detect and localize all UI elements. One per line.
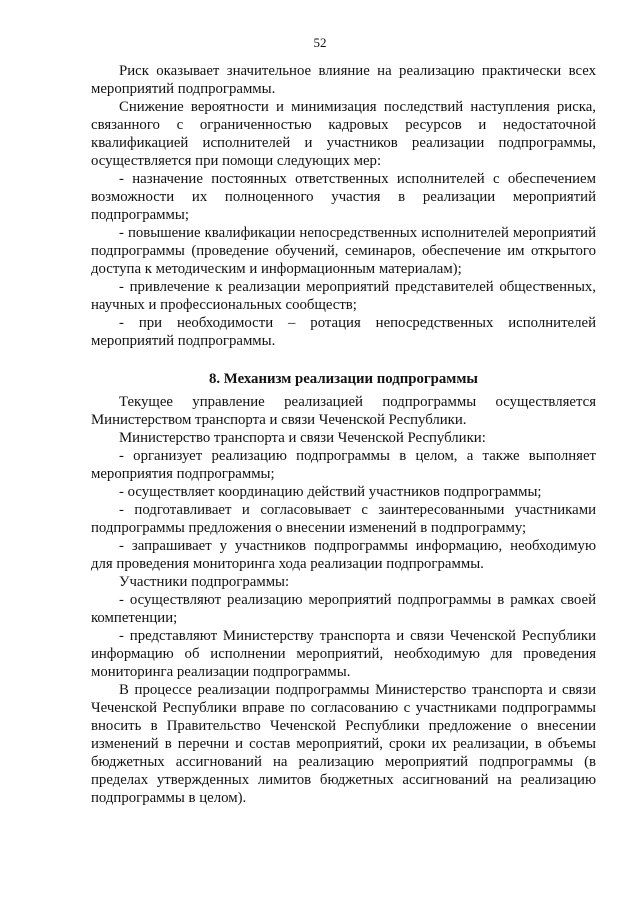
list-item: - при необходимости – ротация непосредственных исполнителей мероприятий подпрограммы.	[91, 315, 596, 349]
paragraph: Министерство транспорта и связи Чеченской Республики:	[119, 430, 486, 446]
page-number: 52	[313, 35, 327, 50]
list-item: - осуществляют реализацию мероприятий подпрограммы в рамках своей компетенции;	[91, 592, 596, 626]
list-item: - назначение постоянных ответственных исполнителей с обеспечением возможности их полноценного участия в реализации мероприятий подпрограммы;	[91, 171, 596, 223]
paragraph: Снижение вероятности и минимизация последствий наступления риска, связанного с ограниченностью кадровых ресурсов и недостаточной квалификацией исполнителей и участников реализации подпрограммы, осуществляется при помощи следующих мер:	[91, 99, 596, 169]
paragraph: Текущее управление реализацией подпрограммы осуществляется Министерством транспорта и связи Чеченской Республики.	[91, 394, 596, 428]
page-content	[91, 62, 596, 807]
paragraph: Участники подпрограммы:	[119, 574, 290, 590]
list-item: - организует реализацию подпрограммы в целом, а также выполняет мероприятия подпрограммы;	[91, 448, 596, 482]
list-item: - осуществляет координацию действий участников подпрограммы;	[119, 484, 542, 500]
list-item: - привлечение к реализации мероприятий представителей общественных, научных и профессиональных сообществ;	[91, 279, 596, 313]
list-item: - повышение квалификации непосредственных исполнителей мероприятий подпрограммы (проведение обучений, семинаров, обеспечение им открытого доступа к методическим и информационным материалам);	[91, 225, 596, 277]
list-item: - запрашивает у участников подпрограммы информацию, необходимую для проведения мониторинга хода реализации подпрограммы.	[91, 538, 596, 572]
paragraph: Риск оказывает значительное влияние на реализацию практически всех мероприятий подпрограммы.	[91, 63, 596, 97]
list-item: - подготавливает и согласовывает с заинтересованными участниками подпрограммы предложения о внесении изменений в подпрограмму;	[91, 502, 596, 536]
list-item: - представляют Министерству транспорта и связи Чеченской Республики информацию об исполнении мероприятий, необходимую для проведения мониторинга реализации подпрограммы.	[91, 628, 596, 680]
section-heading: 8. Механизм реализации подпрограммы	[209, 371, 478, 387]
paragraph: В процессе реализации подпрограммы Министерство транспорта и связи Чеченской Республики вправе по согласованию с участниками подпрограммы вносить в Правительство Чеченской Республики предложение о внесении изменений в перечни и состав мероприятий, сроки их реализации, в объемы бюджетных ассигнований на реализацию мероприятий подпрограммы (в пределах утвержденных лимитов бюджетных ассигнований на реализацию подпрограммы в целом).	[91, 682, 596, 806]
